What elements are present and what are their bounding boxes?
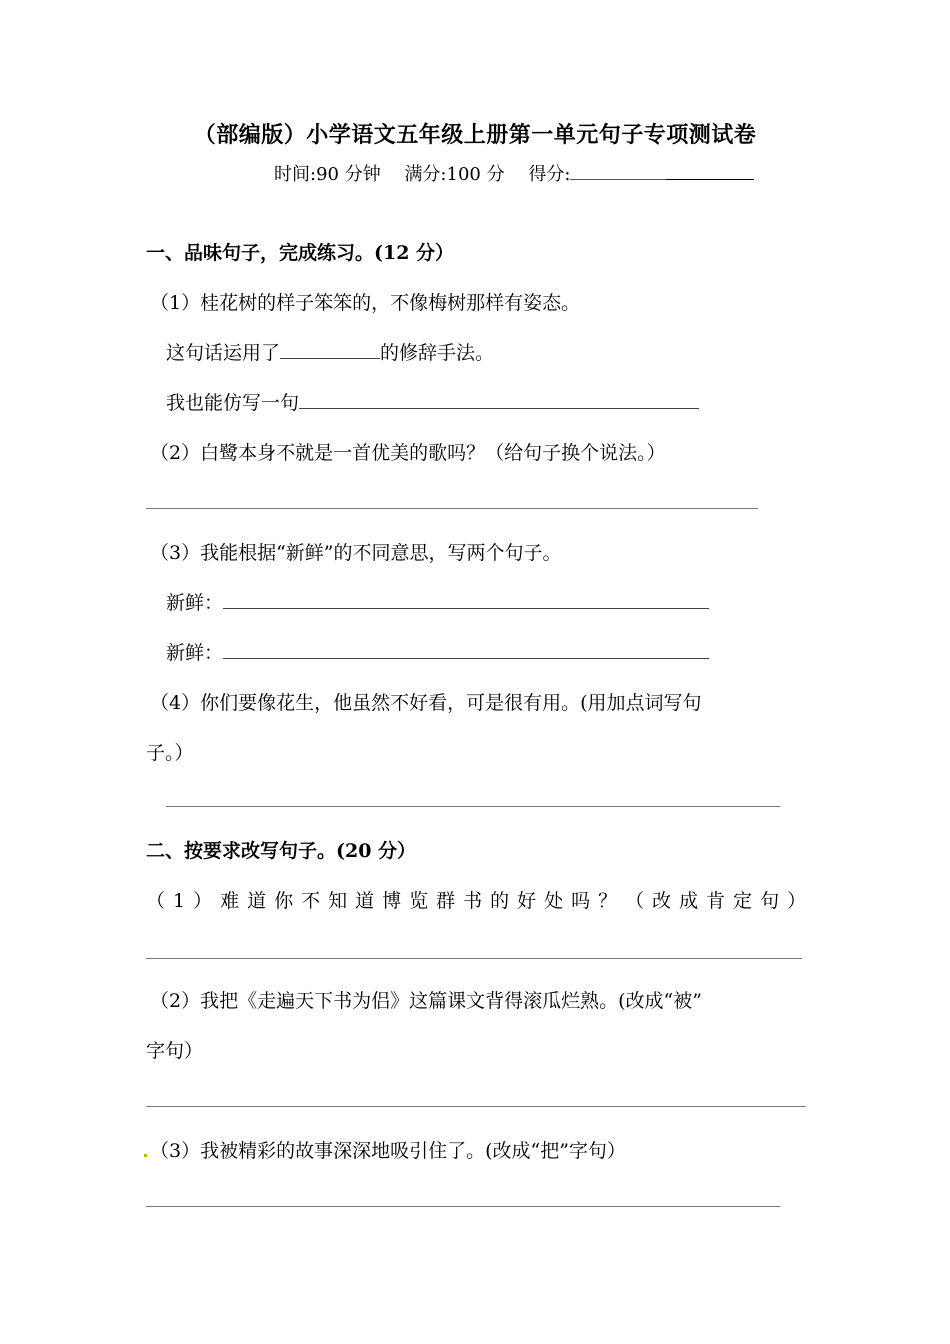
s2-q3-answer-line[interactable] xyxy=(146,1206,780,1207)
s1-q1-line-a-suffix: 的修辞手法。 xyxy=(380,342,495,364)
full-score: 满分:100 分 xyxy=(404,164,505,185)
score-blank-underline[interactable] xyxy=(666,163,754,180)
s1-q4-answer-line[interactable] xyxy=(166,806,780,807)
s2-q2-stem-line1: （2）我把《走遍天下书为侣》这篇课文背得滚瓜烂熟。(改成“被” xyxy=(150,990,702,1012)
s2-q2-stem-line2: 字句） xyxy=(146,1040,204,1062)
s2-q1-stem: （1）难道你不知道博览群书的好处吗？（改成肯定句） xyxy=(146,890,815,912)
marker-dot xyxy=(144,1154,147,1157)
imitation-blank[interactable] xyxy=(299,390,699,409)
s1-q3-stem: （3）我能根据“新鲜”的不同意思，写两个句子。 xyxy=(150,542,562,564)
time-limit: 时间:90 分钟 xyxy=(274,164,381,185)
page-title: （部编版）小学语文五年级上册第一单元句子专项测试卷 xyxy=(193,122,757,148)
s1-q1-stem: （1）桂花树的样子笨笨的，不像梅树那样有姿态。 xyxy=(150,292,581,314)
s1-q1-line-a-prefix: 这句话运用了 xyxy=(166,342,281,364)
s1-q4-stem-line2: 子。） xyxy=(146,742,194,764)
s2-q1-answer-line[interactable] xyxy=(146,958,802,959)
s1-q3-line-b xyxy=(166,638,709,665)
xinxian-blank-2[interactable] xyxy=(223,640,709,659)
exam-meta xyxy=(274,160,754,186)
s1-q1-line-b xyxy=(166,388,699,415)
xinxian-blank-1[interactable] xyxy=(223,590,709,609)
s1-q1-line-b-prefix: 我也能仿写一句 xyxy=(166,392,300,414)
s1-q3-line-a-prefix: 新鲜： xyxy=(166,592,224,614)
section-2-heading: 二、按要求改写句子。(20 分） xyxy=(146,840,417,862)
s1-q2-answer-line[interactable] xyxy=(146,508,758,509)
s1-q2-stem: （2）白鹭本身不就是一首优美的歌吗？（给句子换个说法。） xyxy=(150,442,666,464)
rhetoric-blank[interactable] xyxy=(280,340,380,359)
s1-q4-stem-line1: （4）你们要像花生，他虽然不好看，可是很有用。(用加点词写句 xyxy=(150,692,702,714)
section-1-heading: 一、品味句子，完成练习。(12 分） xyxy=(146,242,455,264)
s2-q2-answer-line[interactable] xyxy=(146,1106,806,1107)
s1-q1-line-a xyxy=(166,338,494,365)
s2-q3-stem: （3）我被精彩的故事深深地吸引住了。(改成“把”字句） xyxy=(150,1140,626,1162)
score-blank[interactable] xyxy=(570,163,666,180)
score-label: 得分: xyxy=(528,164,571,185)
s1-q3-line-b-prefix: 新鲜： xyxy=(166,642,224,664)
s1-q3-line-a xyxy=(166,588,709,615)
